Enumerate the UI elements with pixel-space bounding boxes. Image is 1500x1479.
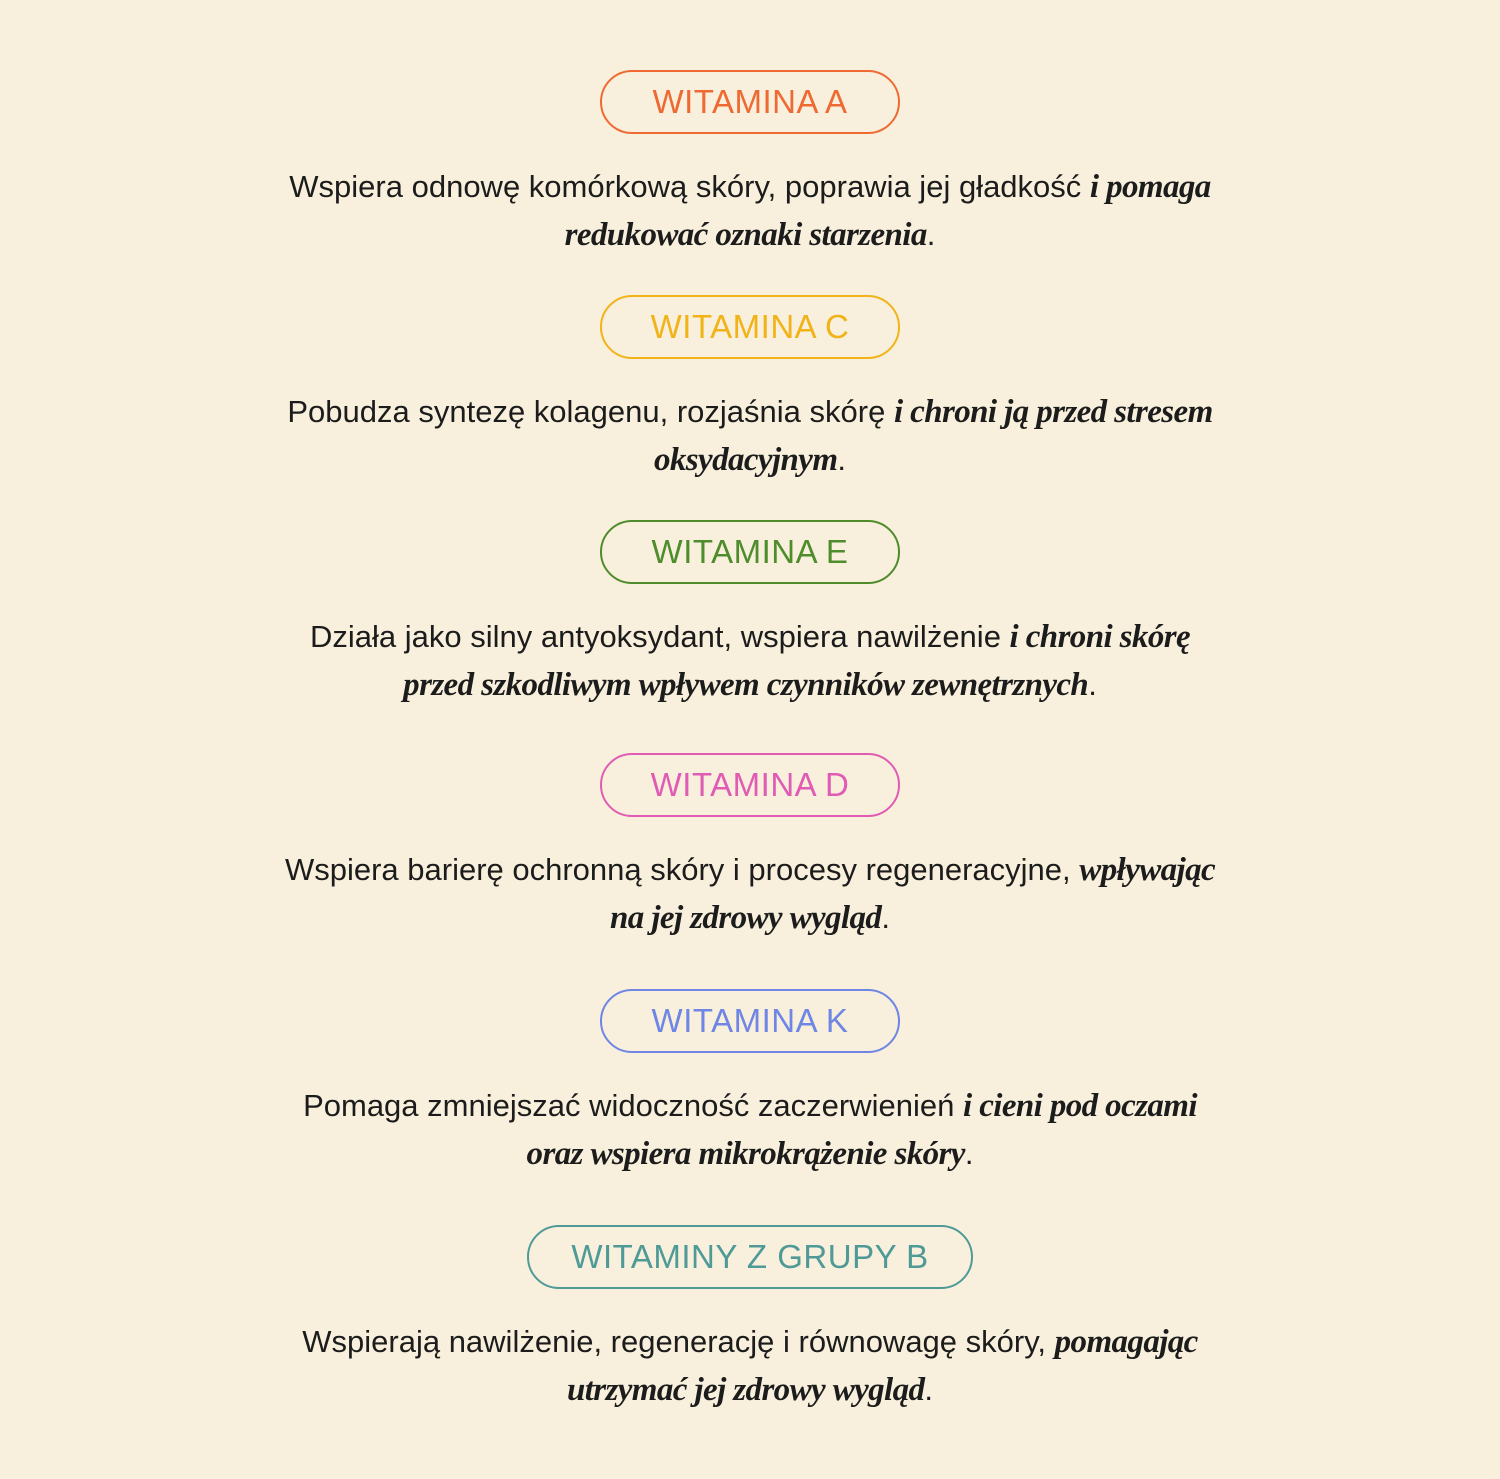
- vitamin-d-badge: WITAMINA D: [600, 753, 900, 817]
- desc-text: .: [924, 1372, 934, 1407]
- desc-text: .: [881, 900, 890, 935]
- desc-text: .: [1088, 667, 1097, 702]
- vitamin-b-badge: WITAMINY Z GRUPY B: [527, 1225, 973, 1289]
- desc-text: Wspierają nawilżenie, regenerację i równowagę skóry,: [302, 1324, 1055, 1359]
- desc-emphasis: i chroni skórę: [1009, 619, 1191, 655]
- vitamin-b-description: [302, 1318, 1197, 1414]
- vitamin-k-badge: WITAMINA K: [600, 989, 900, 1053]
- desc-emphasis: oksydacyjnym: [653, 442, 838, 478]
- desc-text: Pobudza syntezę kolagenu, rozjaśnia skórę: [287, 394, 894, 429]
- vitamin-e-description: [310, 613, 1190, 709]
- desc-emphasis: i pomaga: [1089, 169, 1211, 205]
- desc-text: Wspiera odnowę komórkową skóry, poprawia jej gładkość: [289, 169, 1090, 204]
- vitamin-a-badge: WITAMINA A: [600, 70, 900, 134]
- vitamin-k-description: [303, 1082, 1197, 1178]
- vitamin-c-badge: WITAMINA C: [600, 295, 900, 359]
- desc-emphasis: na jej zdrowy wygląd: [610, 900, 882, 936]
- vitamin-e-badge: WITAMINA E: [600, 520, 900, 584]
- desc-emphasis: wpływając: [1079, 852, 1216, 888]
- desc-emphasis: utrzymać jej zdrowy wygląd: [566, 1372, 925, 1408]
- desc-text: Pomaga zmniejszać widoczność zaczerwienień: [303, 1088, 963, 1123]
- desc-text: Wspiera barierę ochronną skóry i procesy regeneracyjne,: [284, 852, 1080, 887]
- desc-emphasis: i cieni pod oczami: [962, 1088, 1197, 1124]
- desc-emphasis: redukować oznaki starzenia: [564, 217, 927, 253]
- vitamin-c-description: [287, 388, 1212, 484]
- desc-emphasis: i chroni ją przed stresem: [893, 394, 1213, 430]
- desc-text: .: [837, 442, 847, 477]
- desc-emphasis: oraz wspiera mikrokrążenie skóry: [526, 1136, 965, 1172]
- desc-text: .: [926, 217, 936, 252]
- desc-emphasis: przed szkodliwym wpływem czynników zewnętrznych: [403, 667, 1089, 703]
- vitamin-a-description: [289, 163, 1210, 259]
- desc-text: Działa jako silny antyoksydant, wspiera nawilżenie: [309, 619, 1010, 654]
- vitamin-d-description: [285, 846, 1215, 942]
- desc-emphasis: pomagając: [1054, 1324, 1198, 1360]
- desc-text: .: [964, 1136, 974, 1171]
